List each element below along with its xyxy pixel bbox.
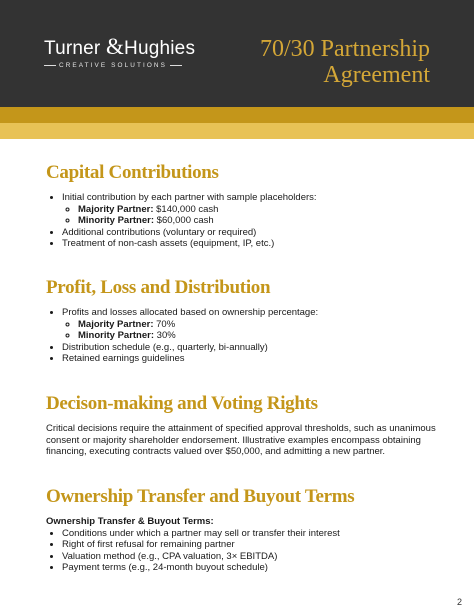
section-heading: Decison-making and Voting Rights (46, 393, 318, 414)
list-item-value: $140,000 cash (153, 203, 219, 215)
section-capital-contributions (46, 162, 436, 250)
logo-name-part1: Turner (44, 38, 106, 59)
logo-name (44, 34, 196, 60)
list-item: • Right of first refusal for remaining partner (62, 539, 436, 551)
gold-band-light (0, 123, 474, 139)
section-body (46, 192, 436, 250)
section-ownership-transfer (46, 486, 436, 574)
list-item (78, 319, 436, 331)
list-item (62, 192, 436, 227)
gold-band-dark (0, 107, 474, 123)
list-item-label: Majority Partner: (78, 203, 154, 215)
list-item-value: $60,000 cash (154, 215, 214, 226)
section-body (46, 307, 436, 365)
document-title-line2: Agreement (323, 62, 430, 88)
logo-tagline-row (44, 62, 184, 69)
list-item-text: Initial contribution by each partner with sample placeholders: (62, 192, 317, 203)
list-item-label: Minority Partner: (78, 215, 155, 226)
section-heading: Profit, Loss and Distribution (46, 277, 271, 298)
list-item-value: 30% (154, 330, 176, 341)
logo-rule-right (170, 65, 182, 66)
list-item (62, 307, 436, 342)
section-profit-loss-distribution (46, 277, 436, 365)
list-item: • Conditions under which a partner may sell or transfer their interest (62, 528, 436, 540)
section-decision-making-voting (46, 393, 436, 458)
list-item (78, 330, 436, 342)
logo-ampersand: & (105, 34, 125, 59)
list-item (78, 204, 436, 216)
list-item: • Distribution schedule (e.g., quarterly, bi-annually) (62, 342, 436, 354)
list-item: • Treatment of non-cash assets (equipment, IP, etc.) (62, 238, 436, 250)
list-item: • Payment terms (e.g., 24-month buyout schedule) (62, 562, 436, 574)
section-body (46, 516, 436, 574)
bullet-list (46, 192, 436, 250)
sub-bullet-list (62, 204, 436, 227)
list-item-label: Majority Partner: (78, 318, 154, 330)
list-item: • Retained earnings guidelines (62, 353, 436, 365)
logo-tagline: CREATIVE SOLUTIONS (59, 62, 167, 69)
document-title (260, 36, 430, 88)
bullet-list (46, 307, 436, 365)
list-item-text: Profits and losses allocated based on ownership percentage: (62, 307, 319, 318)
list-item: • Additional contributions (voluntary or required) (62, 227, 436, 239)
logo-rule-left (44, 65, 56, 66)
sub-bullet-list (62, 319, 436, 342)
company-logo (44, 34, 196, 69)
list-item-value: 70% (153, 318, 176, 330)
section-body (46, 423, 436, 458)
page-number: 2 (456, 597, 462, 607)
section-paragraph: Critical decisions require the attainment of specified approval thresholds, such as unanimous consent or majority shareholder endorsement. Illustrative examples encompass obtaining financing, executing contracts valued over $50,000, and admitting a new partner. (46, 423, 436, 457)
document-title-line1: 70/30 Partnership (260, 36, 430, 62)
section-subheading: Ownership Transfer & Buyout Terms: (46, 516, 214, 527)
logo-name-part2: Hughies (124, 38, 196, 59)
list-item (78, 215, 436, 227)
bullet-list (46, 528, 436, 574)
list-item-label: Minority Partner: (78, 330, 155, 341)
section-heading: Ownership Transfer and Buyout Terms (46, 486, 355, 507)
list-item: • Valuation method (e.g., CPA valuation, 3× EBITDA) (62, 551, 436, 563)
section-heading: Capital Contributions (46, 162, 219, 183)
